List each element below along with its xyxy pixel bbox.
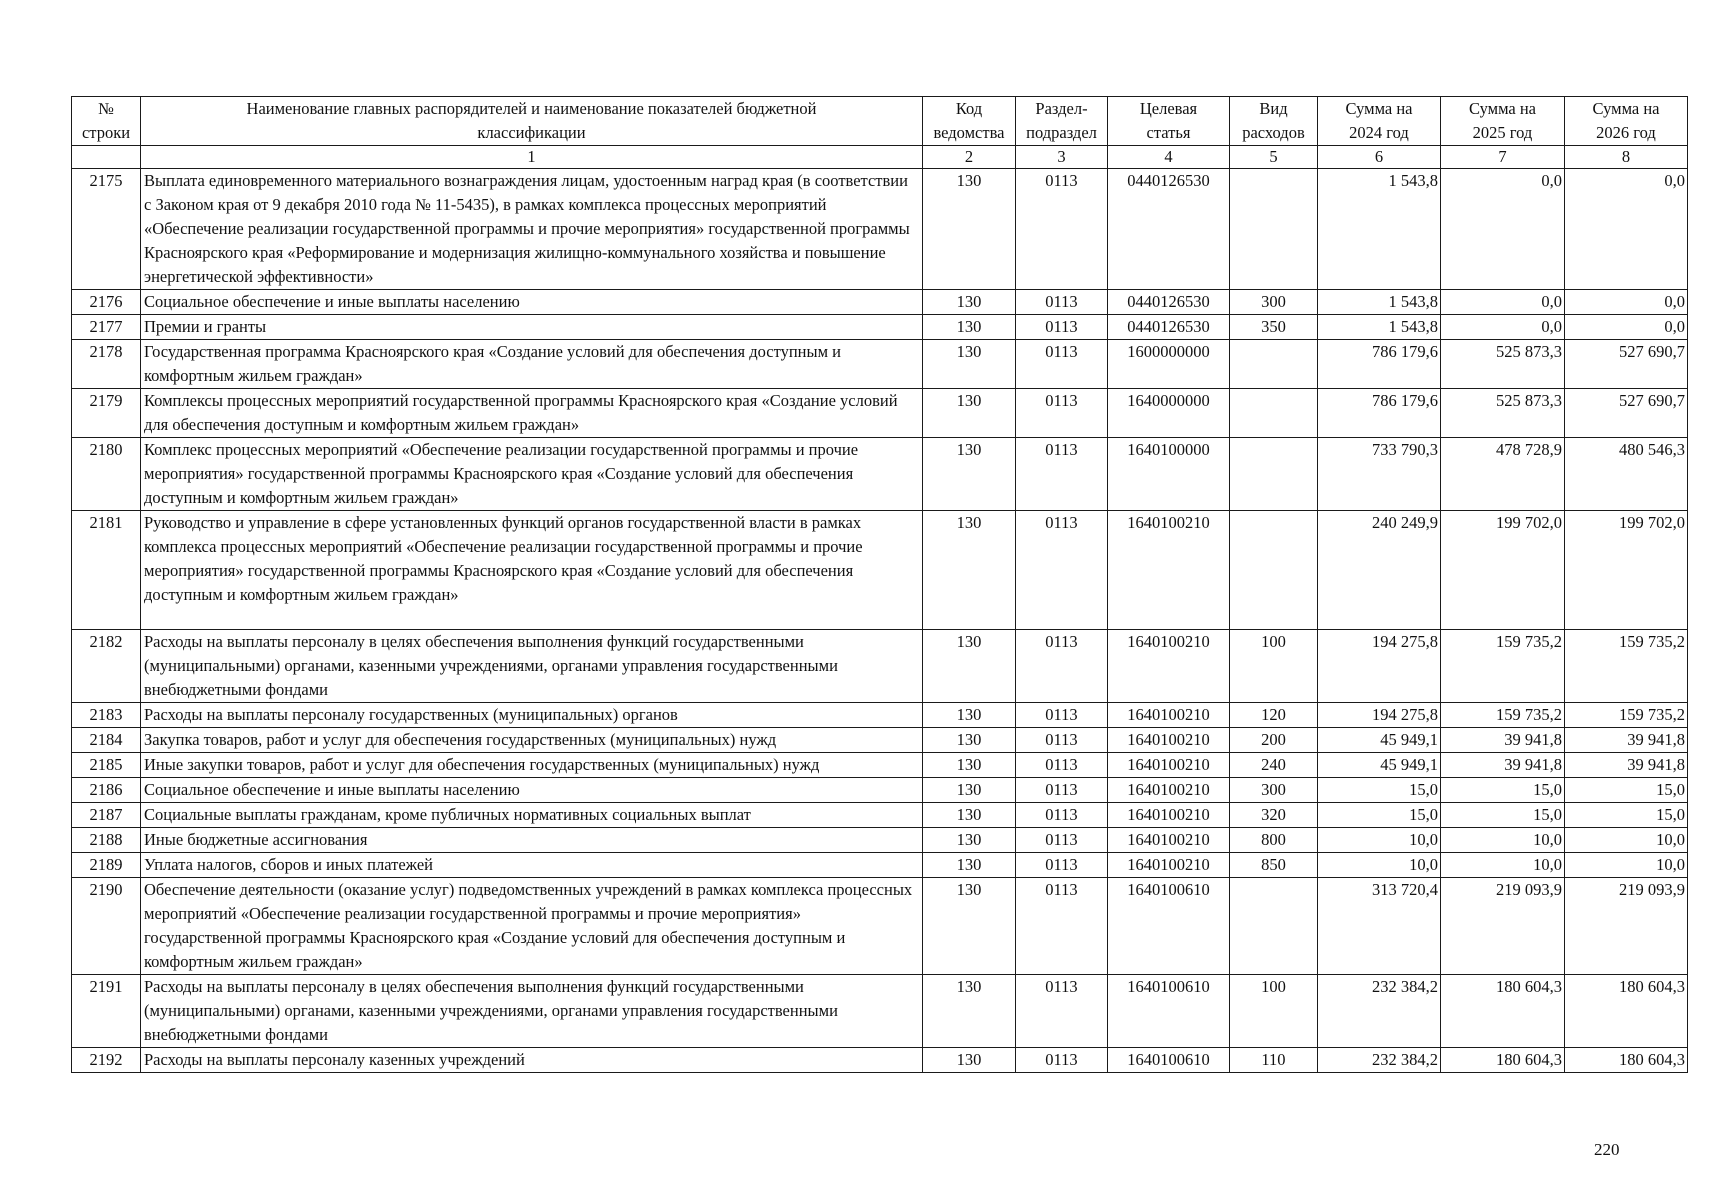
section-cell: 0113	[1016, 975, 1108, 1048]
row-number-cell: 2190	[72, 878, 141, 975]
expense-kind-cell: 320	[1230, 803, 1318, 828]
expense-kind-cell	[1230, 438, 1318, 511]
row-name-cell: Расходы на выплаты персоналу в целях обеспечения выполнения функций государственными (муниципальными) органами, казенными учреждениями, органами управления государственными внебюджетными фондами	[141, 975, 923, 1048]
target-article-cell: 1640100610	[1108, 1048, 1230, 1073]
row-name-cell: Социальное обеспечение и иные выплаты населению	[141, 290, 923, 315]
sum-2026-cell: 480 546,3	[1565, 438, 1688, 511]
target-article-cell: 1640100000	[1108, 438, 1230, 511]
table-row	[72, 853, 1688, 878]
expense-kind-cell	[1230, 169, 1318, 290]
row-name-cell: Расходы на выплаты персоналу государственных (муниципальных) органов	[141, 703, 923, 728]
section-cell: 0113	[1016, 389, 1108, 438]
table-header-row	[72, 97, 1688, 146]
expense-kind-cell: 350	[1230, 315, 1318, 340]
column-index	[72, 146, 141, 169]
row-number-cell: 2183	[72, 703, 141, 728]
dept-code-cell: 130	[923, 853, 1016, 878]
expense-kind-cell: 100	[1230, 975, 1318, 1048]
sum-2026-cell: 159 735,2	[1565, 630, 1688, 703]
column-index: 7	[1441, 146, 1565, 169]
sum-2024-cell: 786 179,6	[1318, 389, 1441, 438]
row-name-cell: Премии и гранты	[141, 315, 923, 340]
column-index: 1	[141, 146, 923, 169]
target-article-cell: 1640100210	[1108, 778, 1230, 803]
target-article-cell: 1640100210	[1108, 803, 1230, 828]
column-index: 2	[923, 146, 1016, 169]
row-number-cell: 2178	[72, 340, 141, 389]
target-article-cell: 1640100210	[1108, 630, 1230, 703]
section-cell: 0113	[1016, 803, 1108, 828]
table-row	[72, 169, 1688, 290]
sum-2024-cell: 10,0	[1318, 853, 1441, 878]
sum-2026-cell: 527 690,7	[1565, 340, 1688, 389]
sum-2025-cell: 525 873,3	[1441, 389, 1565, 438]
row-name-cell: Комплекс процессных мероприятий «Обеспечение реализации государственной программы и прочие мероприятия» государственной программы Красноярского края «Создание условий для обеспечения доступным и комфортным жильем граждан»	[141, 438, 923, 511]
expense-kind-cell: 300	[1230, 778, 1318, 803]
sum-2025-cell: 478 728,9	[1441, 438, 1565, 511]
table-row	[72, 1048, 1688, 1073]
row-number-cell: 2187	[72, 803, 141, 828]
sum-2026-cell: 219 093,9	[1565, 878, 1688, 975]
column-index: 8	[1565, 146, 1688, 169]
sum-2025-cell: 159 735,2	[1441, 703, 1565, 728]
header-target-article: Целевая статья	[1108, 97, 1230, 146]
header-section: Раздел- подраздел	[1016, 97, 1108, 146]
dept-code-cell: 130	[923, 511, 1016, 630]
dept-code-cell: 130	[923, 1048, 1016, 1073]
row-number-cell: 2177	[72, 315, 141, 340]
dept-code-cell: 130	[923, 778, 1016, 803]
header-name: Наименование главных распорядителей и наименование показателей бюджетной классификации	[141, 97, 923, 146]
sum-2026-cell: 10,0	[1565, 853, 1688, 878]
section-cell: 0113	[1016, 778, 1108, 803]
section-cell: 0113	[1016, 315, 1108, 340]
section-cell: 0113	[1016, 169, 1108, 290]
dept-code-cell: 130	[923, 803, 1016, 828]
target-article-cell: 1640100610	[1108, 975, 1230, 1048]
table-row	[72, 389, 1688, 438]
table-row	[72, 828, 1688, 853]
dept-code-cell: 130	[923, 630, 1016, 703]
row-name-cell: Закупка товаров, работ и услуг для обеспечения государственных (муниципальных) нужд	[141, 728, 923, 753]
row-name-cell: Иные бюджетные ассигнования	[141, 828, 923, 853]
column-index: 3	[1016, 146, 1108, 169]
row-number-cell: 2180	[72, 438, 141, 511]
header-expense-kind: Вид расходов	[1230, 97, 1318, 146]
dept-code-cell: 130	[923, 828, 1016, 853]
section-cell: 0113	[1016, 630, 1108, 703]
row-number-cell: 2175	[72, 169, 141, 290]
row-number-cell: 2184	[72, 728, 141, 753]
sum-2025-cell: 10,0	[1441, 853, 1565, 878]
expense-kind-cell	[1230, 511, 1318, 630]
expense-kind-cell: 850	[1230, 853, 1318, 878]
dept-code-cell: 130	[923, 389, 1016, 438]
sum-2026-cell: 0,0	[1565, 169, 1688, 290]
column-index-row	[72, 146, 1688, 169]
sum-2024-cell: 45 949,1	[1318, 753, 1441, 778]
row-number-cell: 2176	[72, 290, 141, 315]
row-number-cell: 2185	[72, 753, 141, 778]
target-article-cell: 1600000000	[1108, 340, 1230, 389]
expense-kind-cell: 800	[1230, 828, 1318, 853]
table-row	[72, 878, 1688, 975]
row-number-cell: 2192	[72, 1048, 141, 1073]
sum-2026-cell: 199 702,0	[1565, 511, 1688, 630]
sum-2026-cell: 180 604,3	[1565, 975, 1688, 1048]
row-number-cell: 2188	[72, 828, 141, 853]
sum-2025-cell: 39 941,8	[1441, 728, 1565, 753]
table-row	[72, 753, 1688, 778]
section-cell: 0113	[1016, 511, 1108, 630]
target-article-cell: 1640000000	[1108, 389, 1230, 438]
sum-2025-cell: 15,0	[1441, 803, 1565, 828]
row-number-cell: 2182	[72, 630, 141, 703]
sum-2026-cell: 39 941,8	[1565, 753, 1688, 778]
dept-code-cell: 130	[923, 290, 1016, 315]
dept-code-cell: 130	[923, 728, 1016, 753]
sum-2026-cell: 10,0	[1565, 828, 1688, 853]
sum-2026-cell: 15,0	[1565, 778, 1688, 803]
sum-2026-cell: 0,0	[1565, 315, 1688, 340]
sum-2024-cell: 10,0	[1318, 828, 1441, 853]
sum-2026-cell: 39 941,8	[1565, 728, 1688, 753]
sum-2025-cell: 180 604,3	[1441, 1048, 1565, 1073]
sum-2026-cell: 527 690,7	[1565, 389, 1688, 438]
sum-2025-cell: 525 873,3	[1441, 340, 1565, 389]
section-cell: 0113	[1016, 1048, 1108, 1073]
header-sum-2024: Сумма на 2024 год	[1318, 97, 1441, 146]
expense-kind-cell: 300	[1230, 290, 1318, 315]
expense-kind-cell: 110	[1230, 1048, 1318, 1073]
target-article-cell: 0440126530	[1108, 315, 1230, 340]
table-row	[72, 315, 1688, 340]
sum-2026-cell: 15,0	[1565, 803, 1688, 828]
target-article-cell: 1640100210	[1108, 511, 1230, 630]
row-name-cell: Государственная программа Красноярского края «Создание условий для обеспечения доступным и комфортным жильем граждан»	[141, 340, 923, 389]
sum-2024-cell: 232 384,2	[1318, 1048, 1441, 1073]
sum-2024-cell: 733 790,3	[1318, 438, 1441, 511]
sum-2025-cell: 199 702,0	[1441, 511, 1565, 630]
budget-table	[71, 96, 1688, 1073]
row-number-cell: 2186	[72, 778, 141, 803]
sum-2025-cell: 0,0	[1441, 315, 1565, 340]
sum-2024-cell: 15,0	[1318, 778, 1441, 803]
sum-2024-cell: 232 384,2	[1318, 975, 1441, 1048]
sum-2026-cell: 159 735,2	[1565, 703, 1688, 728]
sum-2025-cell: 39 941,8	[1441, 753, 1565, 778]
row-number-cell: 2179	[72, 389, 141, 438]
sum-2025-cell: 159 735,2	[1441, 630, 1565, 703]
sum-2025-cell: 180 604,3	[1441, 975, 1565, 1048]
dept-code-cell: 130	[923, 340, 1016, 389]
target-article-cell: 1640100610	[1108, 878, 1230, 975]
row-number-cell: 2189	[72, 853, 141, 878]
table-row	[72, 511, 1688, 630]
target-article-cell: 0440126530	[1108, 290, 1230, 315]
table-row	[72, 803, 1688, 828]
row-name-cell: Социальное обеспечение и иные выплаты населению	[141, 778, 923, 803]
column-index: 4	[1108, 146, 1230, 169]
row-name-cell: Иные закупки товаров, работ и услуг для обеспечения государственных (муниципальных) нужд	[141, 753, 923, 778]
expense-kind-cell: 100	[1230, 630, 1318, 703]
sum-2024-cell: 194 275,8	[1318, 703, 1441, 728]
expense-kind-cell: 240	[1230, 753, 1318, 778]
row-name-cell: Расходы на выплаты персоналу казенных учреждений	[141, 1048, 923, 1073]
sum-2024-cell: 1 543,8	[1318, 169, 1441, 290]
table-row	[72, 703, 1688, 728]
section-cell: 0113	[1016, 438, 1108, 511]
section-cell: 0113	[1016, 853, 1108, 878]
sum-2024-cell: 1 543,8	[1318, 290, 1441, 315]
table-row	[72, 728, 1688, 753]
column-index: 5	[1230, 146, 1318, 169]
row-name-cell: Комплексы процессных мероприятий государственной программы Красноярского края «Создание условий для обеспечения доступным и комфортным жильем граждан»	[141, 389, 923, 438]
expense-kind-cell	[1230, 878, 1318, 975]
section-cell: 0113	[1016, 753, 1108, 778]
dept-code-cell: 130	[923, 753, 1016, 778]
dept-code-cell: 130	[923, 975, 1016, 1048]
row-name-cell: Расходы на выплаты персоналу в целях обеспечения выполнения функций государственными (муниципальными) органами, казенными учреждениями, органами управления государственными внебюджетными фондами	[141, 630, 923, 703]
expense-kind-cell	[1230, 340, 1318, 389]
sum-2024-cell: 1 543,8	[1318, 315, 1441, 340]
section-cell: 0113	[1016, 878, 1108, 975]
row-name-cell: Социальные выплаты гражданам, кроме публичных нормативных социальных выплат	[141, 803, 923, 828]
section-cell: 0113	[1016, 728, 1108, 753]
sum-2026-cell: 0,0	[1565, 290, 1688, 315]
target-article-cell: 1640100210	[1108, 728, 1230, 753]
row-name-cell: Обеспечение деятельности (оказание услуг) подведомственных учреждений в рамках комплекса процессных мероприятий «Обеспечение реализации государственной программы и прочие мероприятия» государственной программы Красноярского края «Создание условий для обеспечения доступным и комфортным жильем граждан»	[141, 878, 923, 975]
table-body	[72, 169, 1688, 1073]
table-row	[72, 438, 1688, 511]
dept-code-cell: 130	[923, 169, 1016, 290]
row-number-cell: 2181	[72, 511, 141, 630]
sum-2024-cell: 45 949,1	[1318, 728, 1441, 753]
section-cell: 0113	[1016, 828, 1108, 853]
header-dept-code: Код ведомства	[923, 97, 1016, 146]
sum-2025-cell: 219 093,9	[1441, 878, 1565, 975]
expense-kind-cell	[1230, 389, 1318, 438]
target-article-cell: 1640100210	[1108, 703, 1230, 728]
dept-code-cell: 130	[923, 315, 1016, 340]
sum-2024-cell: 786 179,6	[1318, 340, 1441, 389]
row-number-cell: 2191	[72, 975, 141, 1048]
section-cell: 0113	[1016, 703, 1108, 728]
sum-2025-cell: 10,0	[1441, 828, 1565, 853]
section-cell: 0113	[1016, 340, 1108, 389]
sum-2024-cell: 240 249,9	[1318, 511, 1441, 630]
table-row	[72, 975, 1688, 1048]
row-name-cell: Уплата налогов, сборов и иных платежей	[141, 853, 923, 878]
table-row	[72, 340, 1688, 389]
target-article-cell: 1640100210	[1108, 753, 1230, 778]
target-article-cell: 1640100210	[1108, 828, 1230, 853]
sum-2024-cell: 313 720,4	[1318, 878, 1441, 975]
sum-2025-cell: 0,0	[1441, 290, 1565, 315]
expense-kind-cell: 120	[1230, 703, 1318, 728]
dept-code-cell: 130	[923, 438, 1016, 511]
header-row-number: № строки	[72, 97, 141, 146]
sum-2024-cell: 194 275,8	[1318, 630, 1441, 703]
header-sum-2025: Сумма на 2025 год	[1441, 97, 1565, 146]
table-row	[72, 778, 1688, 803]
sum-2025-cell: 15,0	[1441, 778, 1565, 803]
table-row	[72, 290, 1688, 315]
target-article-cell: 0440126530	[1108, 169, 1230, 290]
sum-2024-cell: 15,0	[1318, 803, 1441, 828]
row-name-cell: Руководство и управление в сфере установленных функций органов государственной власти в рамках комплекса процессных мероприятий «Обеспечение реализации государственной программы и прочие мероприятия» государственной программы Красноярского края «Создание условий для обеспечения доступным и комфортным жильем граждан»	[141, 511, 923, 630]
dept-code-cell: 130	[923, 878, 1016, 975]
sum-2026-cell: 180 604,3	[1565, 1048, 1688, 1073]
row-name-cell: Выплата единовременного материального вознаграждения лицам, удостоенным наград края (в соответствии с Законом края от 9 декабря 2010 года № 11-5435), в рамках комплекса процессных мероприятий «Обеспечение реализации государственной программы и прочие мероприятия» государственной программы Красноярского края «Реформирование и модернизация жилищно-коммунального хозяйства и повышение энергетической эффективности»	[141, 169, 923, 290]
sum-2025-cell: 0,0	[1441, 169, 1565, 290]
page-number: 220	[1594, 1140, 1620, 1159]
expense-kind-cell: 200	[1230, 728, 1318, 753]
target-article-cell: 1640100210	[1108, 853, 1230, 878]
dept-code-cell: 130	[923, 703, 1016, 728]
table-row	[72, 630, 1688, 703]
section-cell: 0113	[1016, 290, 1108, 315]
column-index: 6	[1318, 146, 1441, 169]
header-sum-2026: Сумма на 2026 год	[1565, 97, 1688, 146]
